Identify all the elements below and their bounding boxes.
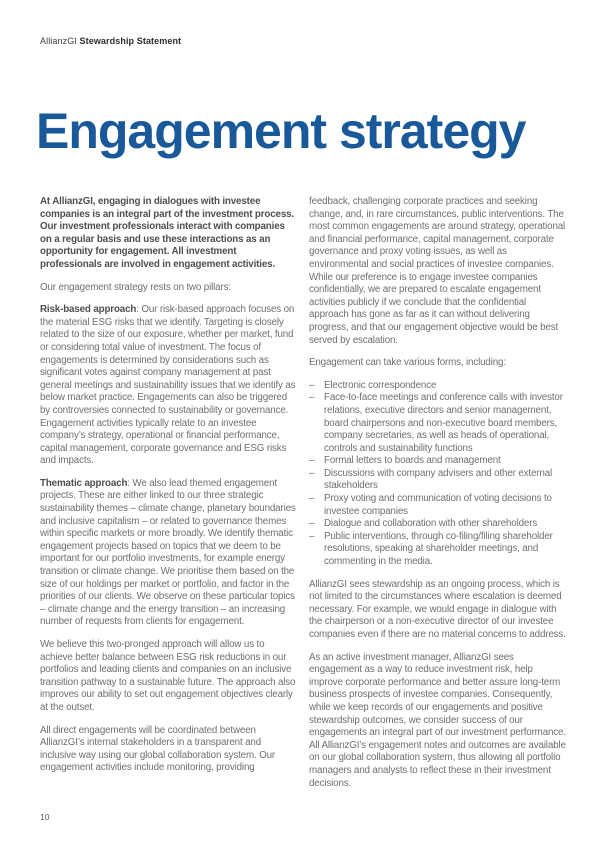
bullet-dash: – xyxy=(309,392,315,404)
list-item xyxy=(309,531,566,569)
list-item xyxy=(309,493,566,518)
bullet-text: Dialogue and collaboration with other shareholders xyxy=(324,518,538,530)
active-manager-paragraph: As an active investment manager, AllianzGI sees engagement as a way to reduce investment risk, help improve corporate performance and better assure long-term business prospects of investee companies. Consequently, while we keep records of our engagements and positive stewardship outcomes, we consider success of our engagements an integral part of our investment performance. All AllianzGI’s engagement notes and outcomes are available on our global collaboration system, thus allowing all portfolio managers and analysts to reflect these in their investment decisions. xyxy=(309,651,566,789)
bullet-dash: – xyxy=(309,455,315,467)
intro-paragraph: At AllianzGI, engaging in dialogues with investee companies is an integral part of the investment process. Our investment professionals interact with companies on a regular basis and use these interactions as an opportunity for engagement. All investment professionals are involved in engagement activities. xyxy=(40,196,295,270)
bullet-text: Proxy voting and communication of voting decisions to investee companies xyxy=(324,493,552,517)
forms-intro-line: Engagement can take various forms, including: xyxy=(309,357,506,369)
pillars-line: Our engagement strategy rests on two pillars: xyxy=(40,281,231,293)
body-columns xyxy=(40,196,566,800)
two-pronged-paragraph: We believe this two-pronged approach will allow us to achieve better balance between ESG risk reductions in our portfolios and leading clients and companies on an inclusive transition pathway to a sustainable future. The approach also improves our ability to set out engagement objectives clearly at the outset. xyxy=(40,639,296,713)
page-title: Engagement strategy xyxy=(36,102,526,159)
document-title: Stewardship Statement xyxy=(79,36,182,46)
risk-based-lead: Risk-based approach xyxy=(40,304,137,316)
engagement-forms-list xyxy=(309,380,566,569)
page-number: 10 xyxy=(40,812,50,822)
bullet-dash: – xyxy=(309,518,315,530)
feedback-paragraph: feedback, challenging corporate practices and seeking change, and, in rare circumstances, public interventions. The most common engagements are around strategy, operational and financial performance, capital management, corporate governance and proxy voting issues, as well as environmental and social practices of investee companies. While our preference is to engage investee companies confidentially, we are prepared to escalate engagement activities publicly if we conclude that the confidential approach has gone as far as it can without delivering progress, and that our engagement objective would be best served by escalation. xyxy=(309,196,566,346)
thematic-paragraph xyxy=(40,478,297,629)
bullet-text: Face-to-face meetings and conference calls with investor relations, executive directors and senior management, board chairpersons and non-executive board members, company secretaries, as well as heads of operational, controls and sustainability functions xyxy=(324,392,563,454)
list-item xyxy=(309,455,566,468)
bullet-text: Electronic correspondence xyxy=(324,379,437,391)
bullet-text: Formal letters to boards and management xyxy=(324,455,501,467)
list-item xyxy=(309,468,566,493)
risk-based-text: : Our risk-based approach focuses on the material ESG risks that we identify. Targeting is closely related to the size of our exposure, whether per market, fund or considering total value of investment. The focus of engagements is determined by considerations such as significant votes against company management at past general meetings and sustainability issues that we identify as below market practice. Engagements can also be triggered by controversies connected to sustainability or governance. Engagement activities typically relate to an investee company’s strategy, operational or financial performance, capital management, corporate governance and ESG risks and impacts. xyxy=(40,304,296,467)
thematic-lead: Thematic approach xyxy=(40,477,128,489)
right-column xyxy=(309,196,566,800)
bullet-dash: – xyxy=(309,379,315,391)
risk-based-paragraph xyxy=(40,304,297,468)
bullet-dash: – xyxy=(309,467,315,479)
bullet-text: Discussions with company advisers and other external stakeholders xyxy=(324,467,552,492)
bullet-dash: – xyxy=(309,530,315,542)
thematic-text: : We also lead themed engagement projects. These are either linked to our three strategic sustainability themes – climate change, planetary boundaries and inclusive capitalism – or related to governance themes within specific markets or more broadly. We identify thematic engagement projects based on topics that we deem to be important for our portfolio investments, for example energy transition or climate change. We prioritise them based on the size of our holdings per market or portfolio, and factor in the priorities of our clients. We observe on these particular topics – climate change and the energy transition – an increasing number of requests from clients for engagement. xyxy=(40,477,296,628)
bullet-dash: – xyxy=(309,493,315,505)
list-item xyxy=(309,518,566,531)
left-column xyxy=(40,196,297,800)
list-item xyxy=(309,392,566,455)
coordination-paragraph: All direct engagements will be coordinated between AllianzGI’s internal stakeholders in a transparent and inclusive way using our global collaboration system. Our engagement activities include monitoring, providing xyxy=(40,724,276,774)
bullet-text: Public interventions, through co-filing/filing shareholder resolutions, speaking at shareholder meetings, and commenting in the media. xyxy=(324,530,553,568)
ongoing-process-paragraph: AllianzGI sees stewardship as an ongoing process, which is not limited to the circumstances where escalation is deemed necessary. For example, we would engage in dialogue with the chairperson or a non-executive director of our investee companies even if there are no material concerns to address. xyxy=(309,578,566,640)
brand-name: AllianzGI xyxy=(40,36,77,46)
document-header xyxy=(40,36,181,46)
list-item xyxy=(309,380,566,393)
